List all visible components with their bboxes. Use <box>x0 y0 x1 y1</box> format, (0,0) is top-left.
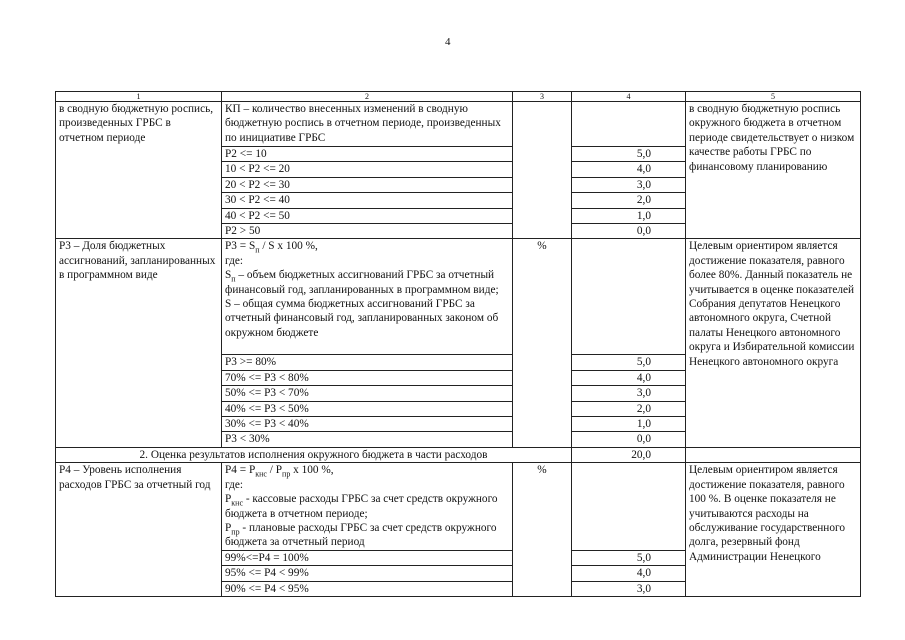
block3-where: где: <box>225 478 243 491</box>
block3-def1-b: - кассовые расходы ГРБС за счет средств окружного бюджета в отчетном периоде; <box>225 493 498 520</box>
block3-formula-a: Р4 = Р <box>225 464 256 477</box>
block3-formula-sub-b: пр <box>282 469 291 479</box>
block2-formula-a: Р3 = S <box>225 240 256 253</box>
score-cell: 3,0 <box>572 581 686 596</box>
block2-formula-row <box>56 239 861 355</box>
block3-def2-a: Р <box>225 521 232 534</box>
score-cell: 2,0 <box>572 401 686 416</box>
score-cell: 3,0 <box>572 386 686 401</box>
score-cell: 0,0 <box>572 224 686 239</box>
header-col-4: 4 <box>572 92 686 102</box>
block3-formula-b: / Р <box>266 464 283 477</box>
condition-cell: 10 < Р2 <= 20 <box>222 162 513 177</box>
section2-empty <box>686 447 861 462</box>
block2-formula <box>222 239 513 355</box>
block2-score-empty <box>572 239 686 355</box>
block2-def1-a: S <box>225 269 232 282</box>
section2-label: 2. Оценка результатов исполнения окружного бюджета в части расходов <box>56 447 572 462</box>
condition-cell: Р2 <= 10 <box>222 147 513 162</box>
block3-note: Целевым ориентиром является достижение показателя, равного 100 %. В оценке показателя не учитываются расходы на обслуживание государственного долга, резервный фонд Администрации Ненецкого <box>686 463 861 597</box>
score-cell: 4,0 <box>572 566 686 581</box>
block2-formula-sub: п <box>255 245 260 255</box>
block2-note: Целевым ориентиром является достижение показателя, равного более 80%. Данный показатель не учитывается в оценке показателей Собрания депутатов Ненецкого автономного округа, Счетной палаты Ненецкого автономного округа и Избирательной комиссии Ненецкого автономного округа <box>686 239 861 447</box>
score-cell: 5,0 <box>572 355 686 370</box>
condition-cell: 95% <= Р4 < 99% <box>222 566 513 581</box>
condition-cell: 30 < Р2 <= 40 <box>222 193 513 208</box>
block3-formula-row <box>56 463 861 550</box>
block2-formula-b: / S х 100 %, <box>259 240 318 253</box>
criteria-table <box>55 91 861 597</box>
condition-cell: 20 < Р2 <= 30 <box>222 177 513 192</box>
block2-indicator: Р3 – Доля бюджетных ассигнований, запланированных в программном виде <box>56 239 222 447</box>
block3-def2-sub: пр <box>231 527 240 537</box>
score-cell: 0,0 <box>572 432 686 447</box>
page-number: 4 <box>445 36 451 48</box>
block1-unit <box>513 102 572 239</box>
condition-cell: Р3 >= 80% <box>222 355 513 370</box>
block2-def1-b: – объем бюджетных ассигнований ГРБС за отчетный финансовый год, запланированных в программном виде; <box>225 269 499 296</box>
block1-formula-row <box>56 102 861 147</box>
block2-where: где: <box>225 254 243 267</box>
section2-row <box>56 447 861 462</box>
condition-cell: 40 < Р2 <= 50 <box>222 208 513 223</box>
block2-unit: % <box>513 239 572 447</box>
block3-score-empty <box>572 463 686 550</box>
condition-cell: 90% <= Р4 < 95% <box>222 581 513 596</box>
section2-score: 20,0 <box>572 447 686 462</box>
block2-def1-sub: п <box>231 274 236 284</box>
block3-def1-a: Р <box>225 493 232 506</box>
header-row <box>56 92 861 102</box>
score-cell: 5,0 <box>572 550 686 565</box>
block3-unit: % <box>513 463 572 597</box>
score-cell: 2,0 <box>572 193 686 208</box>
header-col-1: 1 <box>56 92 222 102</box>
condition-cell: 70% <= Р3 < 80% <box>222 370 513 385</box>
condition-cell: 40% <= Р3 < 50% <box>222 401 513 416</box>
condition-cell: 99%<=Р4 = 100% <box>222 550 513 565</box>
score-cell: 4,0 <box>572 370 686 385</box>
block1-score-empty <box>572 102 686 147</box>
header-col-2: 2 <box>222 92 513 102</box>
header-col-3: 3 <box>513 92 572 102</box>
block1-formula: КП – количество внесенных изменений в сводную бюджетную роспись в отчетном периоде, произведенных по инициативе ГРБС <box>222 102 513 147</box>
condition-cell: 30% <= Р3 < 40% <box>222 417 513 432</box>
score-cell: 4,0 <box>572 162 686 177</box>
score-cell: 3,0 <box>572 177 686 192</box>
block2-def2: S – общая сумма бюджетных ассигнований ГРБС за отчетный финансовый год, запланированных законом об окружном бюджете <box>225 298 499 339</box>
condition-cell: Р2 > 50 <box>222 224 513 239</box>
score-cell: 5,0 <box>572 147 686 162</box>
block1-note: в сводную бюджетную роспись окружного бюджета в отчетном периоде свидетельствует о низком качестве работы ГРБС по финансовому планированию <box>686 102 861 239</box>
block1-indicator: в сводную бюджетную роспись, произведенных ГРБС в отчетном периоде <box>56 102 222 239</box>
block3-formula-c: х 100 %, <box>290 464 334 477</box>
condition-cell: Р3 < 30% <box>222 432 513 447</box>
score-cell: 1,0 <box>572 417 686 432</box>
score-cell: 1,0 <box>572 208 686 223</box>
condition-cell: 50% <= Р3 < 70% <box>222 386 513 401</box>
block3-formula <box>222 463 513 550</box>
block3-def2-b: - плановые расходы ГРБС за счет средств окружного бюджета за отчетный период <box>225 521 497 549</box>
block3-indicator: Р4 – Уровень исполнения расходов ГРБС за отчетный год <box>56 463 222 597</box>
block3-formula-sub-a: кнс <box>255 469 267 479</box>
header-col-5: 5 <box>686 92 861 102</box>
block3-def1-sub: кнс <box>231 498 244 508</box>
